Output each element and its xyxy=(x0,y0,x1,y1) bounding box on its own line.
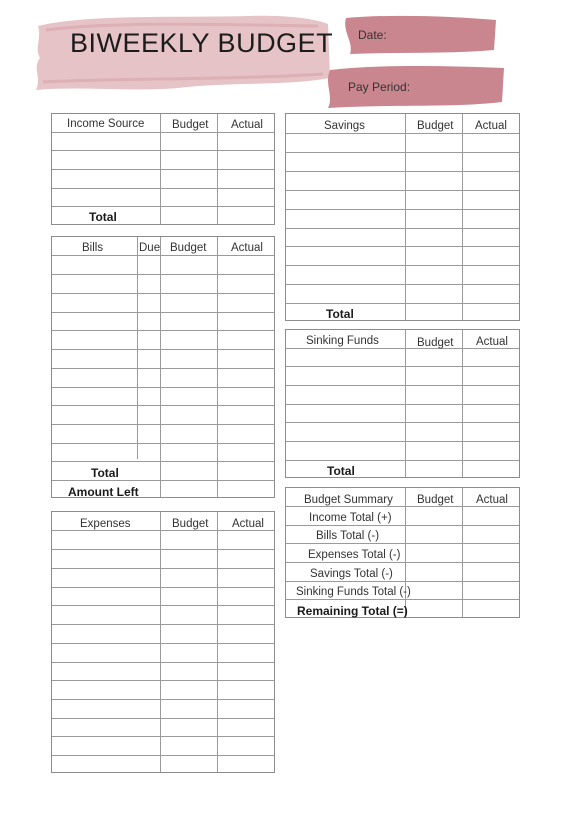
sinking-total-label: Total xyxy=(327,464,355,478)
income-budget-header: Budget xyxy=(172,119,209,131)
date-label: Date: xyxy=(358,28,387,42)
page-title: BIWEEKLY BUDGET xyxy=(70,28,334,58)
bills-budget-header: Budget xyxy=(170,242,207,254)
expenses-actual-header: Actual xyxy=(232,518,264,530)
bills-actual-header: Actual xyxy=(231,242,263,254)
bills-due-header: Due xyxy=(139,242,161,254)
amount-left-label: Amount Left xyxy=(68,485,139,499)
income-source-header: Income Source xyxy=(67,118,145,130)
summary-row-label: Remaining Total (=) xyxy=(297,604,408,618)
summary-actual-header: Actual xyxy=(476,494,508,506)
savings-header: Savings xyxy=(324,120,365,132)
summary-budget-header: Budget xyxy=(417,494,454,506)
sinking-budget-header: Budget xyxy=(417,337,454,349)
summary-row-label: Expenses Total (-) xyxy=(308,549,401,561)
summary-row-label: Savings Total (-) xyxy=(310,568,393,580)
bills-header: Bills xyxy=(82,242,104,254)
summary-row-label: Bills Total (-) xyxy=(316,530,380,542)
expenses-header: Expenses xyxy=(80,518,131,530)
income-total-label: Total xyxy=(89,210,117,224)
bills-table xyxy=(51,236,275,498)
sinking-funds-table xyxy=(285,329,520,478)
budget-summary-header: Budget Summary xyxy=(304,494,393,506)
savings-total-label: Total xyxy=(326,307,354,321)
savings-budget-header: Budget xyxy=(417,120,454,132)
income-actual-header: Actual xyxy=(231,119,263,131)
income-table xyxy=(51,113,275,225)
summary-row-label: Income Total (+) xyxy=(309,512,392,524)
savings-table xyxy=(285,113,520,321)
sinking-actual-header: Actual xyxy=(476,336,508,348)
bills-total-label: Total xyxy=(91,466,119,480)
savings-actual-header: Actual xyxy=(475,120,507,132)
expenses-budget-header: Budget xyxy=(172,518,209,530)
summary-row-label: Sinking Funds Total (-) xyxy=(296,586,411,598)
expenses-table xyxy=(51,511,275,773)
sinking-funds-header: Sinking Funds xyxy=(306,335,379,347)
budget-summary-table xyxy=(285,487,520,618)
pay-period-label: Pay Period: xyxy=(348,80,411,94)
